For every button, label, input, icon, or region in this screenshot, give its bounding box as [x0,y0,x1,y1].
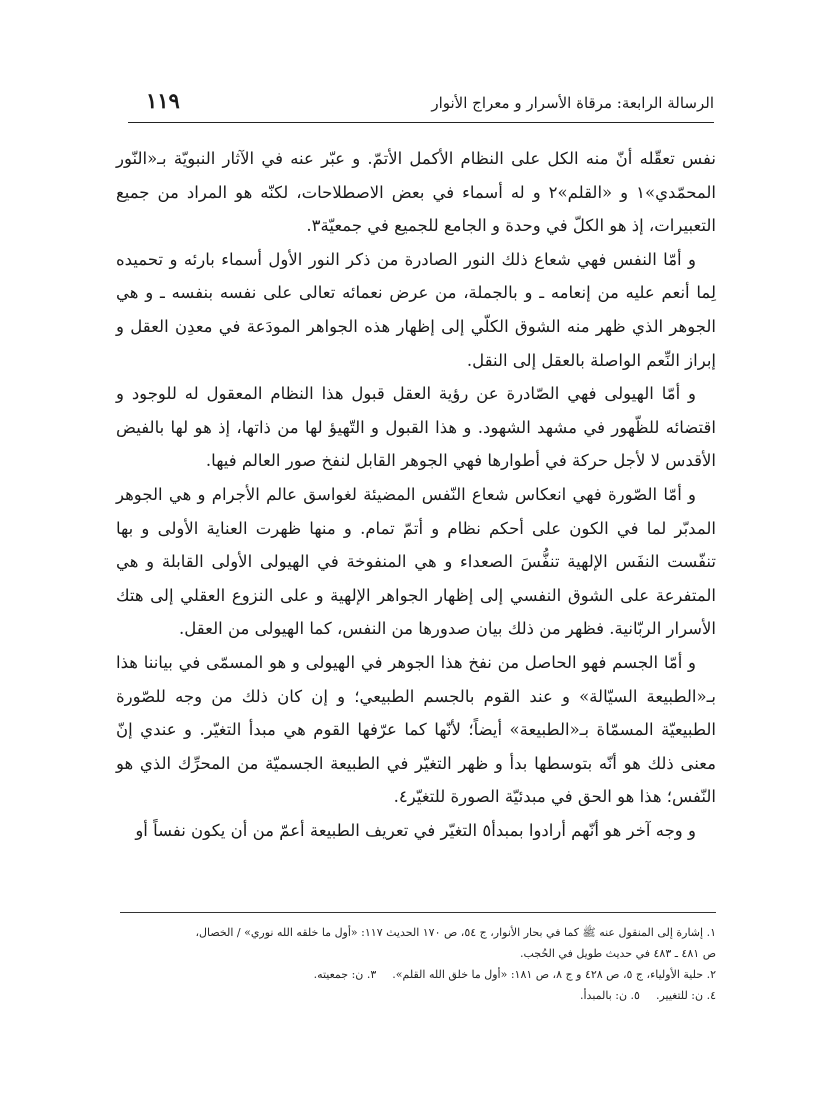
paragraph: و أمّا الصّورة فهي انعكاس شعاع النّفس المضيئة لغواسق عالم الأجرام و هي الجوهر المدبّر لما في الكون على أحكم نظام و أتمّ تمام. و منها ظهرت العناية الأولى و بها تنفّست النفَس الإلهية تنفُّسَ الصعداء و هي المنفوخة في الهيولى الأولى القابلة و هي المتفرعة على الشوق النفسي إلى إظهار الجواهر الإلهية و على النزوع العقلي إلى هتك الأسرار الربّانية. فظهر من ذلك بيان صدورها من النفس، كما الهيولى من العقل. [116,484,716,639]
header-rule [128,122,714,123]
footnote-line [120,985,716,1006]
footnote-continuation: ص ٤٨١ ـ ٤٨٣ في حديث طويل في الحُجب. [520,947,716,960]
paragraph: و أمّا النفس فهي شعاع ذلك النور الصادرة من ذكر النور الأول أسماء بارئه و تحميده لِما أنعم عليه من إنعامه ـ و بالجملة، من عرض نعمائه تعالى على نفسه بنفسه ـ و هي الجوهر الذي ظهر منه الشوق الكلّي إلى إظهار هذه الجواهر المودَعة في معدِن العقل و إبراز النِّعم الواصلة بالعقل إلى النقل. [116,249,716,370]
main-text [116,142,716,847]
footnote: ١. إشارة إلى المنقول عنه ﷺ كما في بحار الأنوار، ج ٥٤، ص ١٧٠ الحديث ١١٧: «أول ما خلقه الله نوري» / الخصال، [195,926,716,939]
footnote-line [120,964,716,985]
page-number: ١١٩ [146,88,180,113]
footnote: ٢. حلية الأولياء، ج ٥، ص ٤٢٨ و ج ٨، ص ١٨١: «أول ما خلق الله القلم». [392,968,716,981]
footnote: ٥. ن: بالمبدأ. [580,989,640,1002]
footnote-rule [120,912,716,913]
footnotes [120,922,716,1006]
paragraph: نفس تعقّله أنّ منه الكل على النظام الأكمل الأتمّ. و عبّر عنه في الآثار النبويّة بـ«النّور المحمّدي»١ و «القلم»٢ و له أسماء في بعض الاصطلاحات، لكنّه هو المراد من جميع التعبيرات، إذ هو الكلّ في وحدة و الجامع للجميع في جمعيّة٣. [116,149,716,236]
footnote: ٣. ن: جمعيته. [313,968,377,981]
footnote: ٤. ن: للتغيير. [655,989,716,1002]
running-header [128,86,714,122]
paragraph: و أمّا الجسم فهو الحاصل من نفخ هذا الجوهر في الهيولى و هو المسمّى في بياننا هذا بـ«الطبيعة السيّالة» و عند القوم بالجسم الطبيعي؛ و إن كان ذلك من وجه للصّورة الطبيعيّة المسمّاة بـ«الطبيعة» أيضاً؛ لأنّها كما عرّفها القوم هي مبدأ التغيّر. و عندي إنّ معنى ذلك هو أنّه بتوسطها بدأ و ظهر التغيّر في الطبيعة الجسميّة من المحرِّك الذي هو النّفس؛ هذا هو الحق في مبدئيّة الصورة للتغيّر٤. [116,652,716,807]
paragraph: و وجه آخر هو أنّهم أرادوا بمبدأ٥ التغيّر في تعريف الطبيعة أعمّ من أن يكون نفساً أو [135,820,696,840]
paragraph: و أمّا الهيولى فهي الصّادرة عن رؤية العقل قبول هذا النظام المعقول له للوجود و اقتضائه للظّهور في مشهد الشهود. و هذا القبول و التّهيؤ لها من ذاتها، إذ هو لها بالفيض الأقدس لا لأجل حركة في أطوارها فهي الجوهر القابل لنفخ صور العالم فيها. [116,384,716,471]
running-title: الرسالة الرابعة: مرقاة الأسرار و معراج الأنوار [431,94,714,112]
